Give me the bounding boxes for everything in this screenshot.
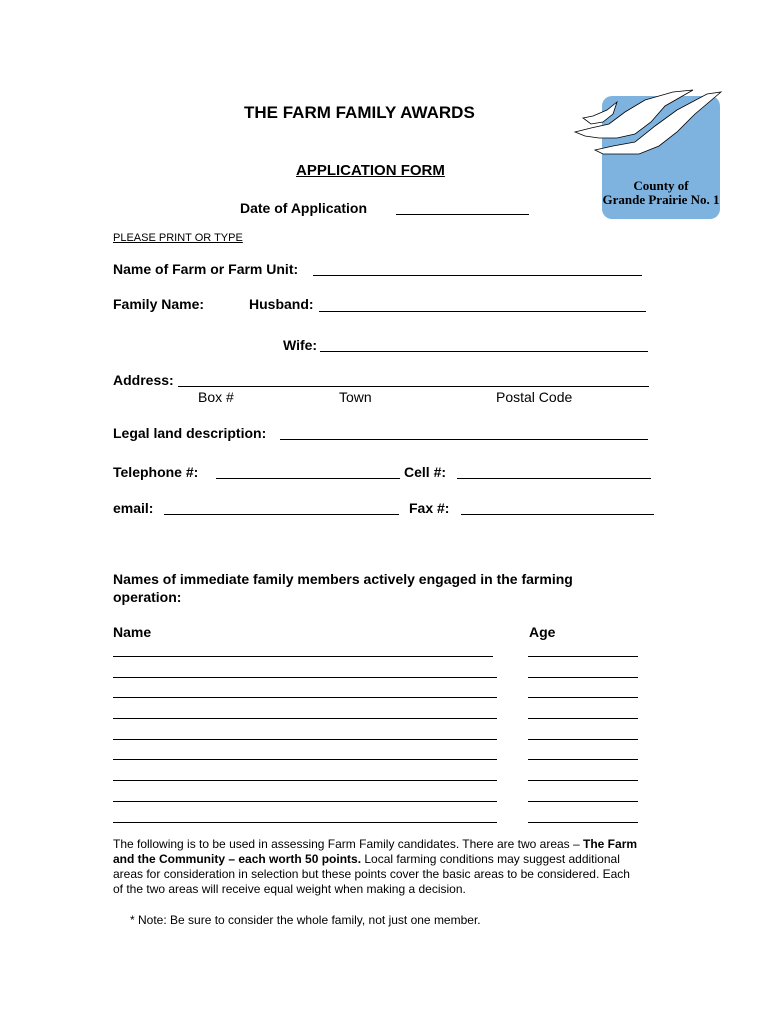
logo-line-1: County of (633, 178, 689, 193)
age-column-header: Age (529, 624, 556, 640)
family-name-label: Family Name: (113, 296, 205, 312)
assessment-text-after: Local farming conditions may suggest additional areas for consideration in selection but these points cover the basic areas to be considered. Each of the two areas will receive equal weight when making a decision. (113, 852, 630, 896)
legal-land-label: Legal land description: (113, 425, 267, 441)
logo-text (602, 179, 720, 207)
member-name-field[interactable] (113, 697, 497, 698)
husband-field[interactable] (319, 311, 646, 312)
member-name-field[interactable] (113, 759, 497, 760)
member-name-field[interactable] (113, 801, 497, 802)
assessment-text-before: The following is to be used in assessing Farm Family candidates. There are two areas – (113, 837, 584, 851)
telephone-label: Telephone #: (113, 464, 199, 480)
member-name-field[interactable] (113, 656, 493, 657)
member-age-field[interactable] (528, 697, 638, 698)
fax-label: Fax #: (409, 500, 450, 516)
address-field[interactable] (178, 386, 649, 387)
cell-label: Cell #: (404, 464, 447, 480)
wife-field[interactable] (320, 351, 648, 352)
assessment-bold-text: The Farm and the Community – each worth 50 points. (113, 837, 638, 866)
name-column-header: Name (113, 624, 152, 640)
member-name-field[interactable] (113, 677, 497, 678)
print-instructions: PLEASE PRINT OR TYPE (113, 232, 243, 244)
member-name-field[interactable] (113, 780, 497, 781)
member-age-field[interactable] (528, 759, 638, 760)
farm-name-field[interactable] (313, 275, 642, 276)
member-age-field[interactable] (528, 780, 638, 781)
family-members-heading-1: Names of immediate family members actively engaged in the farming (113, 571, 573, 587)
member-age-field[interactable] (528, 822, 638, 823)
member-age-field[interactable] (528, 739, 638, 740)
cell-field[interactable] (457, 478, 651, 479)
member-age-field[interactable] (528, 718, 638, 719)
telephone-field[interactable] (216, 478, 400, 479)
family-members-heading-2: operation: (113, 589, 182, 605)
date-label: Date of Application (240, 200, 368, 216)
husband-label: Husband: (249, 296, 314, 312)
fax-field[interactable] (461, 514, 654, 515)
postal-code-label: Postal Code (496, 389, 573, 405)
town-label: Town (339, 389, 372, 405)
email-field[interactable] (164, 514, 399, 515)
member-name-field[interactable] (113, 739, 497, 740)
assessment-paragraph (113, 837, 643, 897)
email-label: email: (113, 500, 154, 516)
form-title: THE FARM FAMILY AWARDS (244, 103, 475, 122)
member-age-field[interactable] (528, 656, 638, 657)
member-name-field[interactable] (113, 718, 497, 719)
logo-line-2: Grande Prairie No. 1 (602, 192, 720, 207)
member-age-field[interactable] (528, 677, 638, 678)
member-name-field[interactable] (113, 822, 497, 823)
member-age-field[interactable] (528, 801, 638, 802)
form-subtitle: APPLICATION FORM (296, 162, 445, 179)
legal-land-field[interactable] (280, 439, 648, 440)
box-label: Box # (198, 389, 234, 405)
address-label: Address: (113, 372, 174, 388)
note-text: * Note: Be sure to consider the whole family, not just one member. (130, 913, 481, 927)
farm-name-label: Name of Farm or Farm Unit: (113, 261, 299, 277)
wife-label: Wife: (283, 337, 318, 353)
date-field[interactable] (396, 214, 529, 215)
